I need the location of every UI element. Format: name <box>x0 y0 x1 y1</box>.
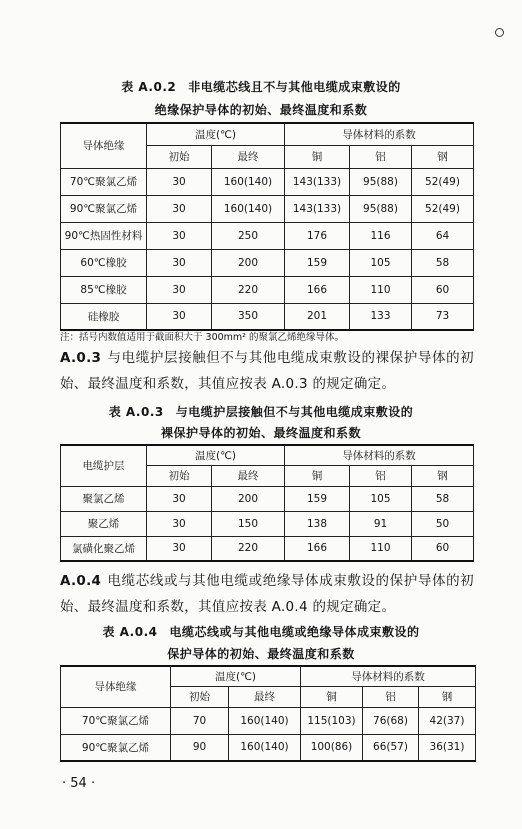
table-a03-title-line2: 裸保护导体的初始、最终温度和系数 <box>160 426 361 440</box>
table-a03-header-initial: 初始 <box>147 465 212 486</box>
table-cell: 159 <box>285 249 350 276</box>
table-a03-caption-line1 <box>0 403 522 420</box>
table-cell: 176 <box>285 222 350 249</box>
table-a03 <box>60 444 474 562</box>
table-a04-header-initial: 初始 <box>171 686 229 707</box>
table-a02-header-final: 最终 <box>212 145 285 168</box>
table-cell: 105 <box>350 486 412 511</box>
table-cell: 105 <box>350 249 412 276</box>
clause-a03-number: A.0.3 <box>60 350 102 366</box>
table-cell: 110 <box>350 536 412 561</box>
table-cell: 150 <box>212 511 285 536</box>
table-cell: 52(49) <box>412 195 474 222</box>
table-a02-caption-line1 <box>0 78 522 95</box>
table-cell: 60 <box>412 276 474 303</box>
table-row <box>61 511 474 536</box>
table-a02-note: 注：括号内数值适用于截面积大于 300mm² 的聚氯乙烯绝缘导体。 <box>60 332 344 343</box>
table-a03-header-steel: 钢 <box>412 465 474 486</box>
table-cell: 200 <box>212 486 285 511</box>
table-cell: 100(86) <box>301 734 363 761</box>
table-a03-header-copper: 铜 <box>285 465 350 486</box>
table-cell: 50 <box>412 511 474 536</box>
table-cell: 70 <box>171 707 229 734</box>
clause-a03-text: 与电缆护层接触但不与其他电缆成束敷设的裸保护导体的初始、最终温度和系数，其值应按表 A.0.3 的规定确定。 <box>60 350 474 392</box>
table-a02-header-temperature: 温度(℃) <box>147 123 285 145</box>
table-a04-title-line2: 保护导体的初始、最终温度和系数 <box>167 647 355 661</box>
table-cell: 30 <box>147 168 212 195</box>
table-a04-number: 表 A.0.4 <box>102 625 158 639</box>
table-cell: 166 <box>285 536 350 561</box>
table-cell: 60 <box>412 536 474 561</box>
table-row <box>61 276 474 303</box>
table-row <box>61 536 474 561</box>
table-cell: 91 <box>350 511 412 536</box>
table-a04-header-final: 最终 <box>229 686 301 707</box>
table-cell: 160(140) <box>229 707 301 734</box>
table-a03-title-line1: 与电缆护层接触但不与其他电缆成束敷设的 <box>175 405 414 419</box>
table-cell: 60℃橡胶 <box>61 249 147 276</box>
table-a04-header-insulation: 导体绝缘 <box>61 666 171 707</box>
table-row <box>61 486 474 511</box>
table-cell: 350 <box>212 303 285 330</box>
table-cell: 硅橡胶 <box>61 303 147 330</box>
table-cell: 64 <box>412 222 474 249</box>
table-cell: 30 <box>147 511 212 536</box>
table-a04-header-material: 导体材料的系数 <box>301 666 476 686</box>
clause-a04-number: A.0.4 <box>60 573 102 589</box>
clause-a03 <box>60 345 474 397</box>
table-a02-header-material: 导体材料的系数 <box>285 123 474 145</box>
table-cell: 42(37) <box>419 707 476 734</box>
table-row <box>61 303 474 330</box>
table-a03-number: 表 A.0.3 <box>108 405 164 419</box>
table-a02-number: 表 A.0.2 <box>121 80 177 94</box>
table-a02-title-line2: 绝缘保护导体的初始、最终温度和系数 <box>154 103 368 117</box>
table-cell: 110 <box>350 276 412 303</box>
table-row <box>61 195 474 222</box>
table-row <box>61 168 474 195</box>
table-a02-title-line1: 非电缆芯线且不与其他电缆成束敷设的 <box>188 80 401 94</box>
table-cell: 30 <box>147 249 212 276</box>
table-a04-title-line1: 电缆芯线或与其他电缆或绝缘导体成束敷设的 <box>169 625 420 639</box>
table-cell: 143(133) <box>285 168 350 195</box>
table-cell: 70℃聚氯乙烯 <box>61 168 147 195</box>
table-cell: 52(49) <box>412 168 474 195</box>
table-a02-header-insulation: 导体绝缘 <box>61 123 147 168</box>
table-cell: 200 <box>212 249 285 276</box>
table-a02 <box>60 122 474 331</box>
table-a04-header-aluminum: 铝 <box>363 686 419 707</box>
table-row <box>61 707 476 734</box>
table-cell: 90℃热固性材料 <box>61 222 147 249</box>
table-row <box>61 222 474 249</box>
clause-a04 <box>60 568 474 620</box>
table-cell: 160(140) <box>229 734 301 761</box>
table-cell: 90℃聚氯乙烯 <box>61 195 147 222</box>
table-a04-header-steel: 钢 <box>419 686 476 707</box>
table-cell: 160(140) <box>212 195 285 222</box>
table-cell: 30 <box>147 536 212 561</box>
table-cell: 160(140) <box>212 168 285 195</box>
table-cell: 166 <box>285 276 350 303</box>
table-a04-header-temperature: 温度(℃) <box>171 666 301 686</box>
table-cell: 90 <box>171 734 229 761</box>
page-number: · 54 · <box>62 776 96 791</box>
table-cell: 143(133) <box>285 195 350 222</box>
table-a04-header-copper: 铜 <box>301 686 363 707</box>
table-cell: 90℃聚氯乙烯 <box>61 734 171 761</box>
table-cell: 220 <box>212 536 285 561</box>
table-cell: 85℃橡胶 <box>61 276 147 303</box>
table-cell: 聚乙烯 <box>61 511 147 536</box>
scan-circle-mark <box>495 28 504 37</box>
table-cell: 116 <box>350 222 412 249</box>
table-a03-header-final: 最终 <box>212 465 285 486</box>
table-a04 <box>60 665 476 762</box>
table-cell: 70℃聚氯乙烯 <box>61 707 171 734</box>
table-cell: 36(31) <box>419 734 476 761</box>
table-cell: 30 <box>147 195 212 222</box>
table-a03-header-row1 <box>61 445 474 465</box>
table-a02-header-aluminum: 铝 <box>350 145 412 168</box>
table-row <box>61 249 474 276</box>
table-cell: 氯磺化聚乙烯 <box>61 536 147 561</box>
clause-a04-text: 电缆芯线或与其他电缆或绝缘导体成束敷设的保护导体的初始、最终温度和系数，其值应按表 A.0.4 的规定确定。 <box>60 573 474 615</box>
table-cell: 95(88) <box>350 195 412 222</box>
table-a02-header-copper: 铜 <box>285 145 350 168</box>
table-a03-header-aluminum: 铝 <box>350 465 412 486</box>
table-cell: 30 <box>147 486 212 511</box>
table-cell: 115(103) <box>301 707 363 734</box>
table-a04-caption-line1 <box>0 623 522 640</box>
table-cell: 聚氯乙烯 <box>61 486 147 511</box>
table-cell: 159 <box>285 486 350 511</box>
table-a03-header-temperature: 温度(℃) <box>147 445 285 465</box>
table-cell: 250 <box>212 222 285 249</box>
table-cell: 30 <box>147 222 212 249</box>
table-cell: 30 <box>147 303 212 330</box>
table-a04-header-row1 <box>61 666 476 686</box>
table-cell: 95(88) <box>350 168 412 195</box>
table-a03-header-sheath: 电缆护层 <box>61 445 147 486</box>
table-cell: 76(68) <box>363 707 419 734</box>
table-cell: 58 <box>412 486 474 511</box>
table-cell: 201 <box>285 303 350 330</box>
table-a02-header-row1 <box>61 123 474 145</box>
table-a03-header-material: 导体材料的系数 <box>285 445 474 465</box>
table-a02-header-steel: 钢 <box>412 145 474 168</box>
table-a02-header-initial: 初始 <box>147 145 212 168</box>
table-row <box>61 734 476 761</box>
table-cell: 30 <box>147 276 212 303</box>
table-cell: 138 <box>285 511 350 536</box>
table-cell: 133 <box>350 303 412 330</box>
table-cell: 73 <box>412 303 474 330</box>
table-cell: 66(57) <box>363 734 419 761</box>
table-cell: 58 <box>412 249 474 276</box>
table-cell: 220 <box>212 276 285 303</box>
